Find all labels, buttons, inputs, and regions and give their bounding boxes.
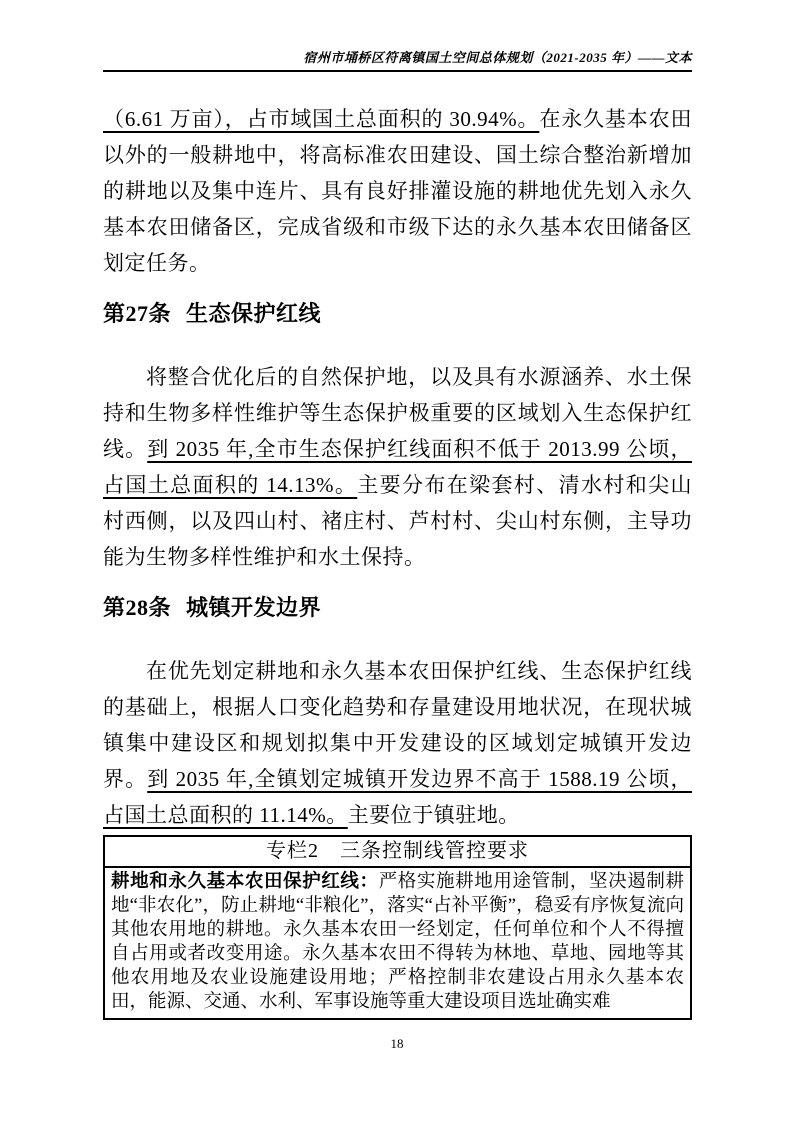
text-segment: 主要分布在梁套村、清水村和尖山村西侧，以及四山村、褚庄村、芦村村、尖山村东侧，主导功能为生物多样性维护和水土保持。 — [103, 473, 692, 569]
text-segment: 到 2035 年,全镇划定城镇开发边界不高于 1588.19 公顷，占国土总面积的 11.14%。 — [103, 767, 693, 827]
document-content — [103, 101, 692, 1020]
text-segment: 严格实施耕地用途管制，坚决遏制耕地“非农化”，防止耕地“非粮化”，落实“占补平衡”，稳妥有序恢复流向其他农用地的耕地。永久基本农田一经划定，任何单位和个人不得擅自占用或者改变用途。永久基本农田不得转为林地、草地、园地等其他农用地及农业设施建设用地；严格控制非农建设占用永久基本农田，能源、交通、水利、军事设施等重大建设项目选址确实难 — [111, 872, 684, 1012]
callout-box — [103, 835, 692, 1020]
article-27-number: 第27条 — [103, 301, 172, 326]
text-segment: 到 2035 年,全市生态保护红线面积不低于 2013.99 公顷，占国土总面积的 14.13%。 — [103, 437, 693, 497]
text-segment: 将整合优化后的自然保护地，以及具有水源涵养、水土保持和生物多样性维护等生态保护极重要的区域划入生态保护红线。 — [103, 365, 692, 461]
article-28-paragraph — [103, 653, 692, 833]
callout-body — [105, 868, 690, 1018]
article-28-number: 第28条 — [103, 595, 172, 620]
callout-title: 专栏2 三条控制线管控要求 — [105, 837, 690, 868]
page-number: 18 — [390, 1036, 404, 1051]
article-27-paragraph — [103, 359, 692, 575]
article-27-title: 生态保护红线 — [186, 301, 322, 326]
header-title: 宿州市埇桥区符离镇国土空间总体规划（2021-2035 年）——文本 — [303, 50, 692, 65]
intro-paragraph — [103, 101, 692, 281]
page-header — [103, 48, 692, 72]
text-segment: 在优先划定耕地和永久基本农田保护红线、生态保护红线的基础上，根据人口变化趋势和存量建设用地状况，在现状城镇集中建设区和规划拟集中开发建设的区域划定城镇开发边界。 — [103, 659, 692, 791]
text-segment: （6.61 万亩），占市域国土总面积的 30.94%。 — [103, 107, 540, 131]
text-segment: 在永久基本农田以外的一般耕地中，将高标准农田建设、国土综合整治新增加的耕地以及集中连片、具有良好排灌设施的耕地优先划入永久基本农田储备区，完成省级和市级下达的永久基本农田储备区划定任务。 — [103, 107, 692, 275]
text-segment: 耕地和永久基本农田保护红线： — [111, 872, 379, 892]
article-28-heading — [103, 591, 692, 625]
article-27-heading — [103, 297, 692, 331]
text-segment: 主要位于镇驻地。 — [347, 803, 520, 827]
article-28-title: 城镇开发边界 — [186, 595, 322, 620]
